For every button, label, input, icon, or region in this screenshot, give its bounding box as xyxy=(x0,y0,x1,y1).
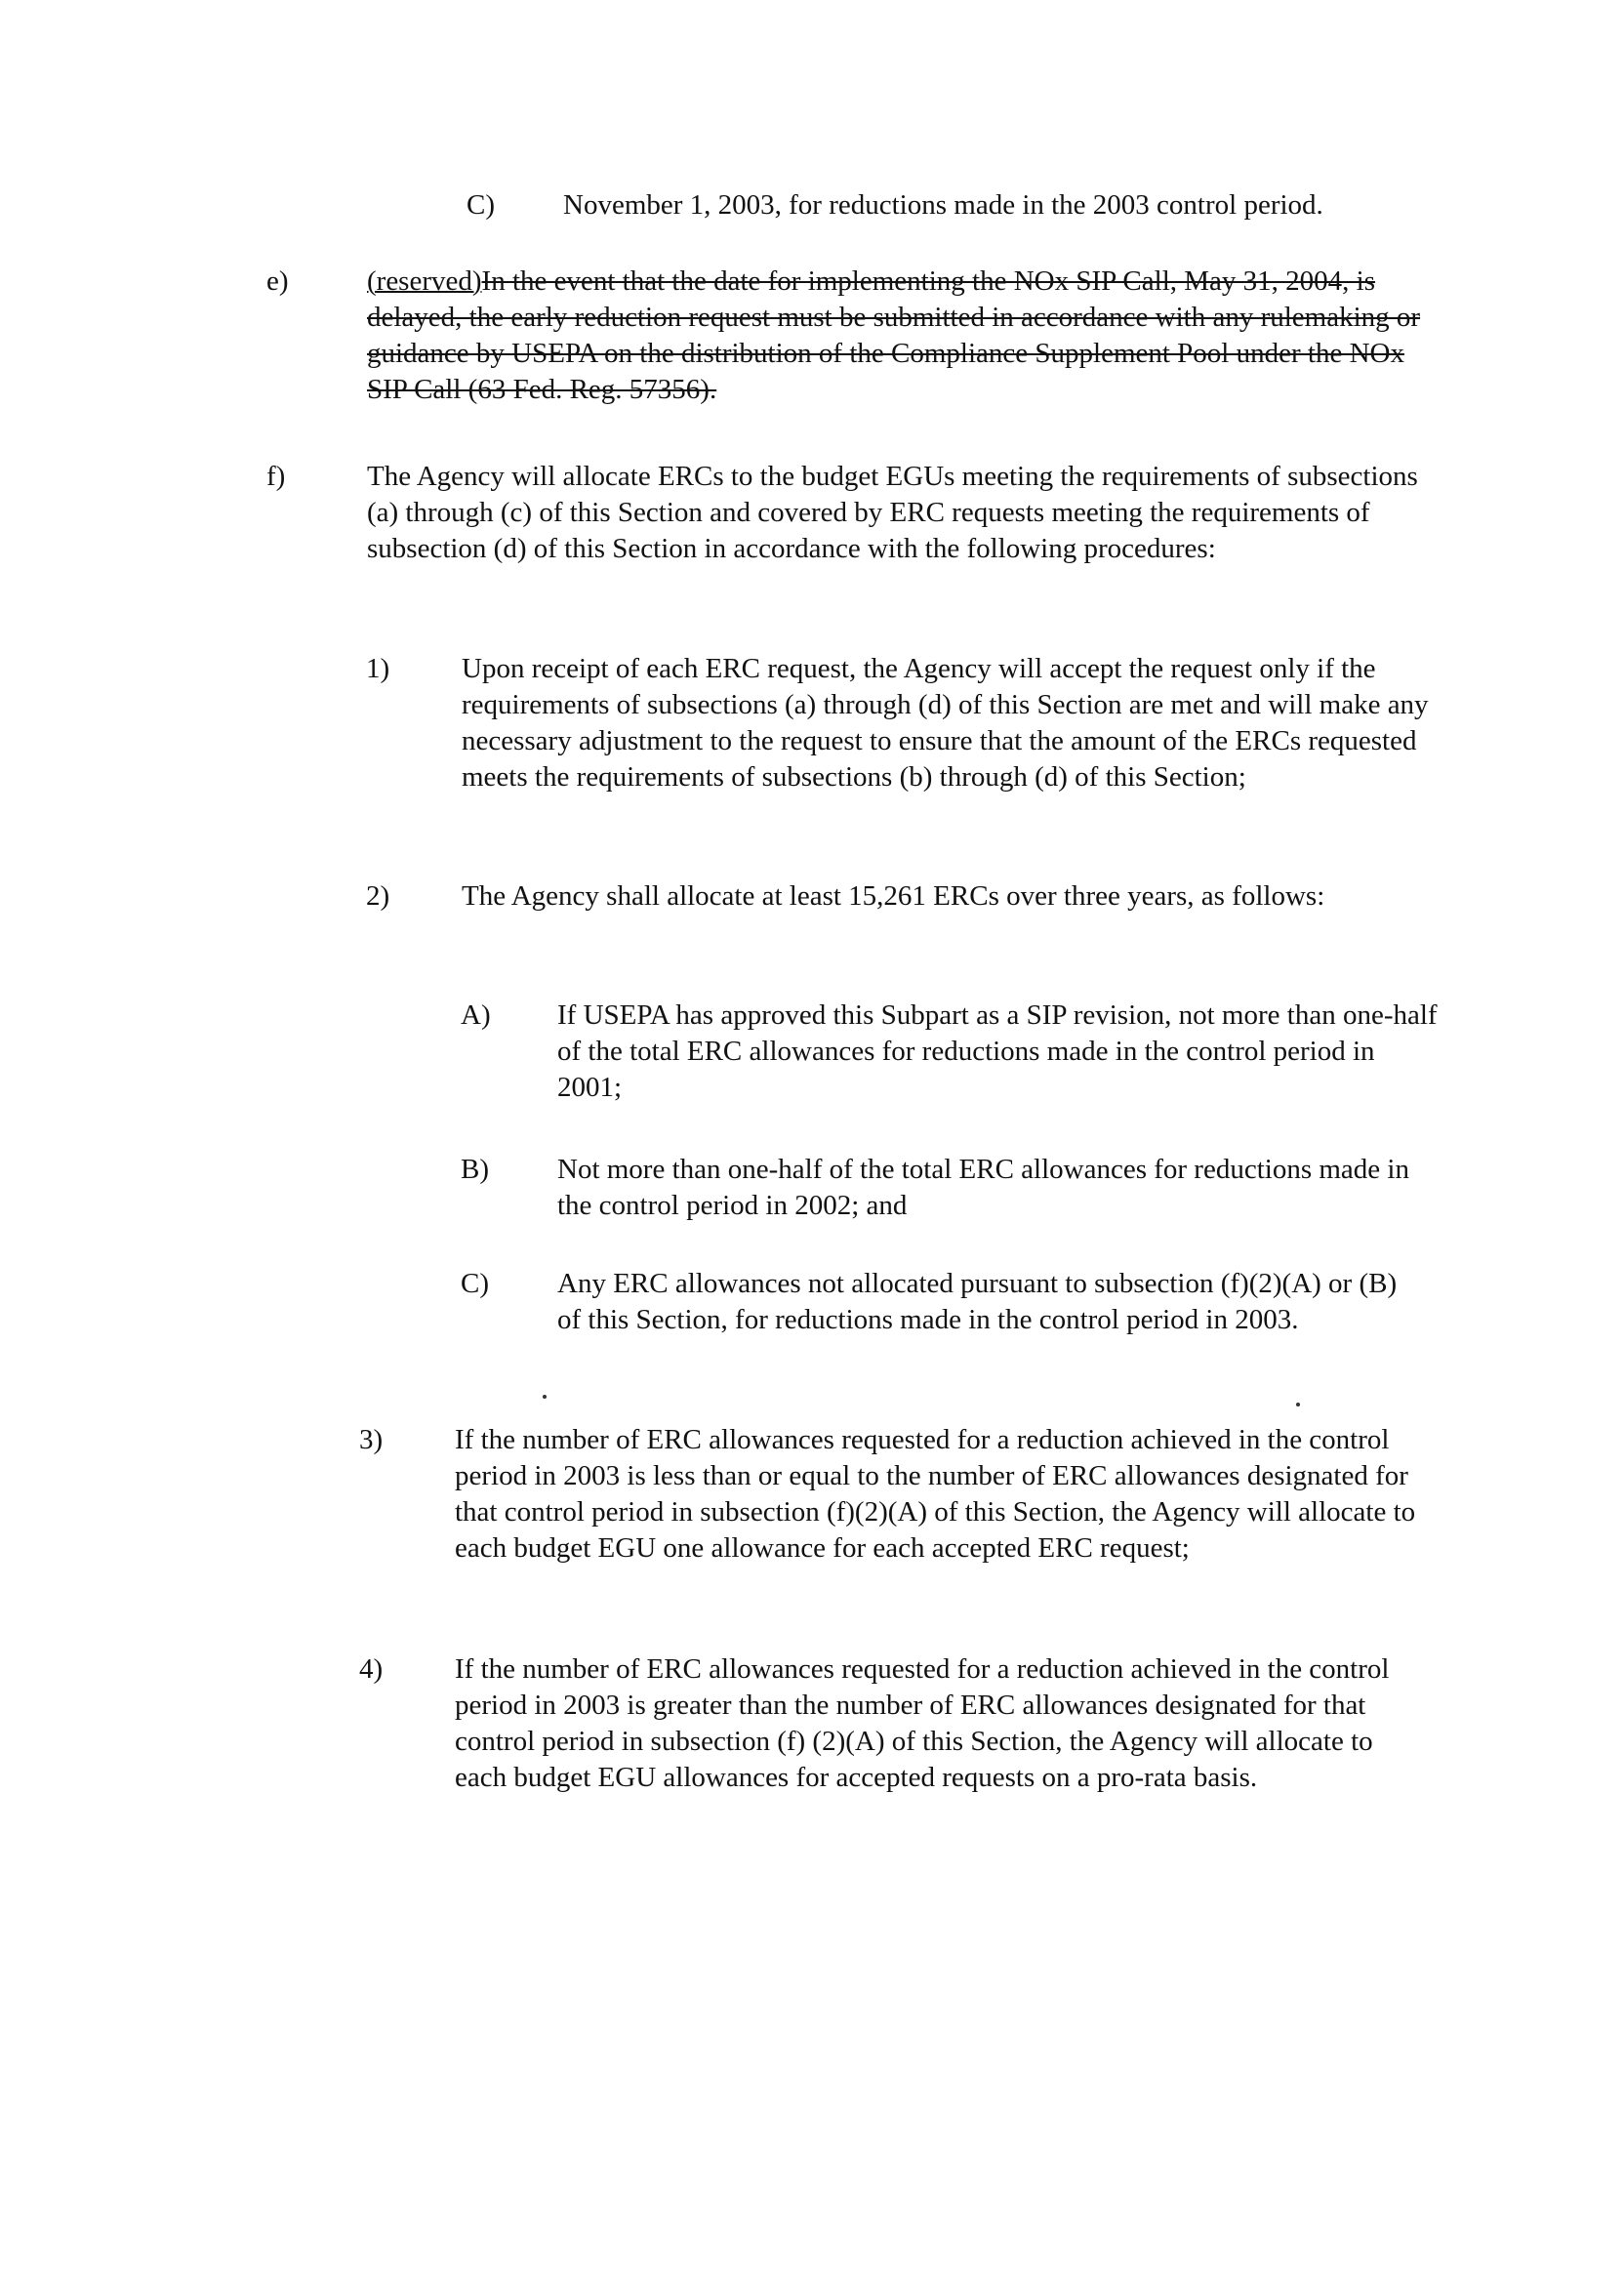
item-f1-text: Upon receipt of each ERC request, the Agency will accept the request only if the requirements of subsections (a) through (d) of this Section are met and will make any necessary adjustment to the request to ensure that the amount of the ERCs requested meets the requirements of subsections (b) through (d) of this Section; xyxy=(462,653,1429,793)
item-e-marker: e) xyxy=(266,265,289,297)
scan-speck xyxy=(543,1395,547,1399)
item-f2a-text: If USEPA has approved this Subpart as a SIP revision, not more than one-half of the total ERC allowances for reductions made in the control period in 2001; xyxy=(557,999,1438,1103)
item-f1-marker: 1) xyxy=(366,653,390,684)
item-f2b-text: Not more than one-half of the total ERC allowances for reductions made in the control period in 2002; and xyxy=(557,1154,1409,1221)
item-d3c-marker: C) xyxy=(467,189,495,221)
item-d3c-text: November 1, 2003, for reductions made in the 2003 control period. xyxy=(563,189,1323,221)
item-f-marker: f) xyxy=(266,461,286,492)
item-f2a-marker: A) xyxy=(461,999,491,1031)
item-f-text: The Agency will allocate ERCs to the budget EGUs meeting the requirements of subsections (a) through (c) of this Section and covered by ERC requests meeting the requirements of subsection (d) of this Section in accordance with the following procedures: xyxy=(367,461,1418,564)
item-f2c-marker: C) xyxy=(461,1268,489,1299)
item-e-inserted: (reserved) xyxy=(367,265,482,297)
item-f2-text: The Agency shall allocate at least 15,261 ERCs over three years, as follows: xyxy=(462,880,1325,912)
item-f4-text: If the number of ERC allowances requested for a reduction achieved in the control period in 2003 is greater than the number of ERC allowances designated for that control period in subsection (f) (2)(A) of this Section, the Agency will allocate to each budget EGU allowances for accepted requests on a pro-rata basis. xyxy=(455,1653,1390,1793)
item-e-text xyxy=(367,264,1439,408)
item-f2c-text: Any ERC allowances not allocated pursuant to subsection (f)(2)(A) or (B) of this Section, for reductions made in the control period in 2003. xyxy=(557,1268,1398,1335)
item-f4-marker: 4) xyxy=(359,1653,384,1685)
item-f2-marker: 2) xyxy=(366,880,390,912)
scan-speck xyxy=(1296,1403,1300,1406)
item-f3-text: If the number of ERC allowances requested for a reduction achieved in the control period in 2003 is less than or equal to the number of ERC allowances designated for that control period in subsection (f)(2)(A) of this Section, the Agency will allocate to each budget EGU one allowance for each accepted ERC request; xyxy=(455,1424,1416,1564)
item-e-deleted: In the event that the date for implementing the NOx SIP Call, May 31, 2004, is delayed, the early reduction request must be submitted in accordance with any rulemaking or guidance by USEPA on the distribution of the Compliance Supplement Pool under the NOx SIP Call (63 Fed. Reg. 57356). xyxy=(367,265,1421,405)
item-f3-marker: 3) xyxy=(359,1424,384,1455)
item-f2b-marker: B) xyxy=(461,1154,489,1185)
